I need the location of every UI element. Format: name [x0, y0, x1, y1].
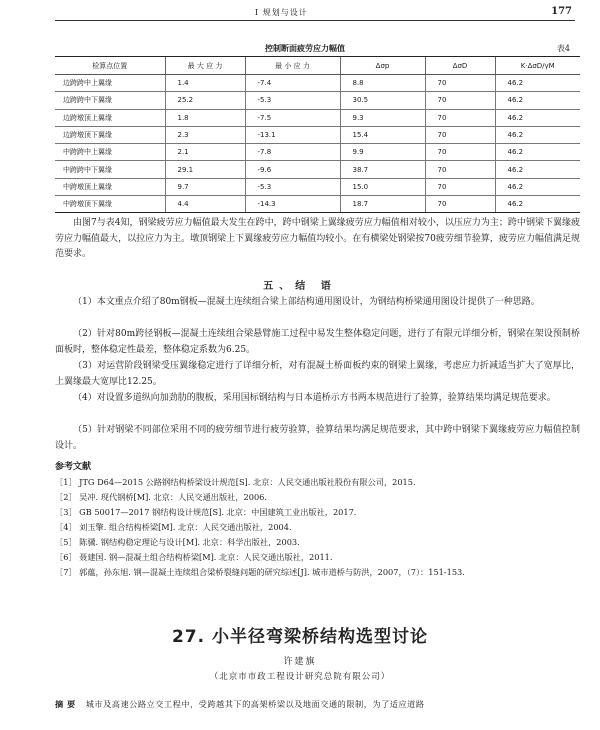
- table-cell: -5.3: [245, 92, 340, 109]
- abstract: [55, 699, 580, 710]
- table-cell: 46.2: [495, 126, 580, 143]
- table-cell: 70: [425, 196, 495, 213]
- table-cell: -7.8: [245, 144, 340, 161]
- table-row: [55, 109, 580, 126]
- table-number: 表4: [556, 44, 570, 53]
- table-title: 控制断面疲劳应力幅值: [265, 43, 345, 53]
- abstract-label: 摘 要: [55, 699, 76, 709]
- table-cell: 15.4: [340, 126, 425, 143]
- table-cell: 1.4: [165, 75, 245, 92]
- article-author: 许建旗: [283, 657, 317, 667]
- conclusion-paragraph: （5）针对钢梁不同部位采用不同的疲劳细节进行疲劳验算，验算结果均满足规范要求，其中跨中钢梁下翼缘疲劳应力幅值控制设计。: [55, 425, 580, 451]
- table-row: [55, 75, 580, 92]
- table-cell: 46.2: [495, 144, 580, 161]
- section-label: Ⅰ 规划与设计: [255, 8, 308, 17]
- reference-list: [55, 475, 580, 580]
- column-header: 最 小 应 力: [245, 57, 340, 75]
- table-cell: 边跨墩顶下翼缘: [55, 126, 165, 143]
- table-cell: 1.8: [165, 109, 245, 126]
- reference-item: ［4］ 刘玉擎. 组合结构桥梁[M]. 北京：人民交通出版社，2004.: [55, 522, 292, 532]
- table-cell: 30.5: [340, 92, 425, 109]
- header-rule: [55, 20, 575, 21]
- table-cell: 18.7: [340, 196, 425, 213]
- table-cell: 46.2: [495, 75, 580, 92]
- table-cell: 70: [425, 75, 495, 92]
- table-row: [55, 126, 580, 143]
- fatigue-stress-table: [55, 56, 580, 213]
- table-cell: 8.8: [340, 75, 425, 92]
- table-cell: 9.7: [165, 178, 245, 195]
- table-cell: -9.6: [245, 161, 340, 178]
- references-heading: 参考文献: [55, 462, 92, 472]
- table-cell: 边跨墩顶上翼缘: [55, 109, 165, 126]
- abstract-text: 城市及高速公路立交工程中，受跨越其下的高架桥梁以及地面交通的限制，为了适应道路: [85, 699, 425, 709]
- article-title: 27. 小半径弯梁桥结构选型讨论: [171, 627, 429, 647]
- table-header-row: [55, 57, 580, 75]
- column-header: Δσp: [340, 57, 425, 75]
- table-cell: -7.4: [245, 75, 340, 92]
- reference-item: ［1］ JTG D64—2015 公路钢结构桥梁设计规范[S]. 北京：人民交通出版社股份有限公司，2015.: [55, 477, 416, 487]
- table-cell: 46.2: [495, 109, 580, 126]
- table-cell: 中跨墩顶下翼缘: [55, 196, 165, 213]
- table-cell: 46.2: [495, 178, 580, 195]
- table-row: [55, 196, 580, 213]
- table-cell: 46.2: [495, 196, 580, 213]
- section-heading: 五、结 语: [263, 281, 337, 292]
- table-cell: 中跨墩顶上翼缘: [55, 178, 165, 195]
- analysis-paragraph: 由图7与表4知，钢梁疲劳应力幅值最大发生在跨中，跨中钢梁上翼缘疲劳应力幅值相对较小，以压应力为主；跨中钢梁下翼缘疲劳应力幅值最大，以拉应力为主。墩顶钢梁上下翼缘疲劳应力幅值均较小。在有横梁处钢梁按70疲劳细节验算，疲劳应力幅值满足规范要求。: [55, 218, 580, 259]
- table-cell: 70: [425, 144, 495, 161]
- conclusion-paragraph: （1）本文重点介绍了80m钢板—混凝土连续组合梁上部结构通用图设计，为钢结构桥梁通用图设计提供了一种思路。: [73, 297, 540, 307]
- table-cell: 38.7: [340, 161, 425, 178]
- table-cell: 15.0: [340, 178, 425, 195]
- table-cell: -13.1: [245, 126, 340, 143]
- conclusion-paragraph: （3）对运营阶段钢梁受压翼缘稳定进行了详细分析，对有混凝土桥面板约束的钢梁上翼缘，考虑应力折减适当扩大了宽厚比，上翼缘最大宽厚比12.25。: [55, 361, 580, 387]
- table-cell: 中跨跨中下翼缘: [55, 161, 165, 178]
- article-affiliation: （北京市市政工程设计研究总院有限公司）: [209, 672, 391, 682]
- table-row: [55, 178, 580, 195]
- table-cell: 9.3: [340, 109, 425, 126]
- table-cell: 4.4: [165, 196, 245, 213]
- table-cell: 边跨跨中下翼缘: [55, 92, 165, 109]
- table-cell: 70: [425, 126, 495, 143]
- table-cell: -5.3: [245, 178, 340, 195]
- column-header: K·ΔσD/γM: [495, 57, 580, 75]
- table-cell: -14.3: [245, 196, 340, 213]
- column-header: 最 大 应 力: [165, 57, 245, 75]
- table-cell: -7.5: [245, 109, 340, 126]
- table-cell: 边跨跨中上翼缘: [55, 75, 165, 92]
- table-cell: 46.2: [495, 161, 580, 178]
- table-cell: 中跨跨中上翼缘: [55, 144, 165, 161]
- table-cell: 25.2: [165, 92, 245, 109]
- table-cell: 70: [425, 161, 495, 178]
- table-row: [55, 92, 580, 109]
- table-cell: 70: [425, 92, 495, 109]
- table-cell: 70: [425, 109, 495, 126]
- reference-item: ［5］ 陈骥. 钢结构稳定理论与设计[M]. 北京：科学出版社，2003.: [55, 537, 300, 547]
- table-cell: 2.1: [165, 144, 245, 161]
- table-row: [55, 161, 580, 178]
- table-cell: 70: [425, 178, 495, 195]
- reference-item: ［7］ 郭蕴，孙东旭. 钢—混凝土连续组合梁桥裂缝问题的研究综述[J]. 城市道桥与防洪，2007，（7）：151-153.: [55, 567, 465, 577]
- table-cell: 9.9: [340, 144, 425, 161]
- column-header: ΔσD: [425, 57, 495, 75]
- reference-item: ［6］ 聂建国. 钢—混凝土组合结构桥梁[M]. 北京：人民交通出版社，2011.: [55, 552, 333, 562]
- running-header: [0, 0, 600, 22]
- table-cell: 2.3: [165, 126, 245, 143]
- reference-item: ［2］ 吴冲. 现代钢桥[M]. 北京：人民交通出版社，2006.: [55, 492, 267, 502]
- conclusion-paragraph: （4）对设置多道纵向加劲肋的腹板，采用国标钢结构与日本道桥示方书两本规范进行了验算，验算结果均满足规范要求。: [73, 393, 556, 403]
- table-row: [55, 144, 580, 161]
- conclusion-paragraph: （2）针对80m跨径钢板—混凝土连续组合梁悬臂施工过程中易发生整体稳定问题，进行了有限元详细分析，钢梁在架设预制桥面板时，整体稳定性最差，整体稳定系数为6.25。: [55, 329, 580, 355]
- reference-item: ［3］ GB 50017—2017 钢结构设计规范[S]. 北京：中国建筑工业出版社，2017.: [55, 507, 357, 517]
- column-header: 检算点位置: [55, 57, 165, 75]
- page-number: 177: [551, 6, 572, 17]
- table-cell: 46.2: [495, 92, 580, 109]
- table-cell: 29.1: [165, 161, 245, 178]
